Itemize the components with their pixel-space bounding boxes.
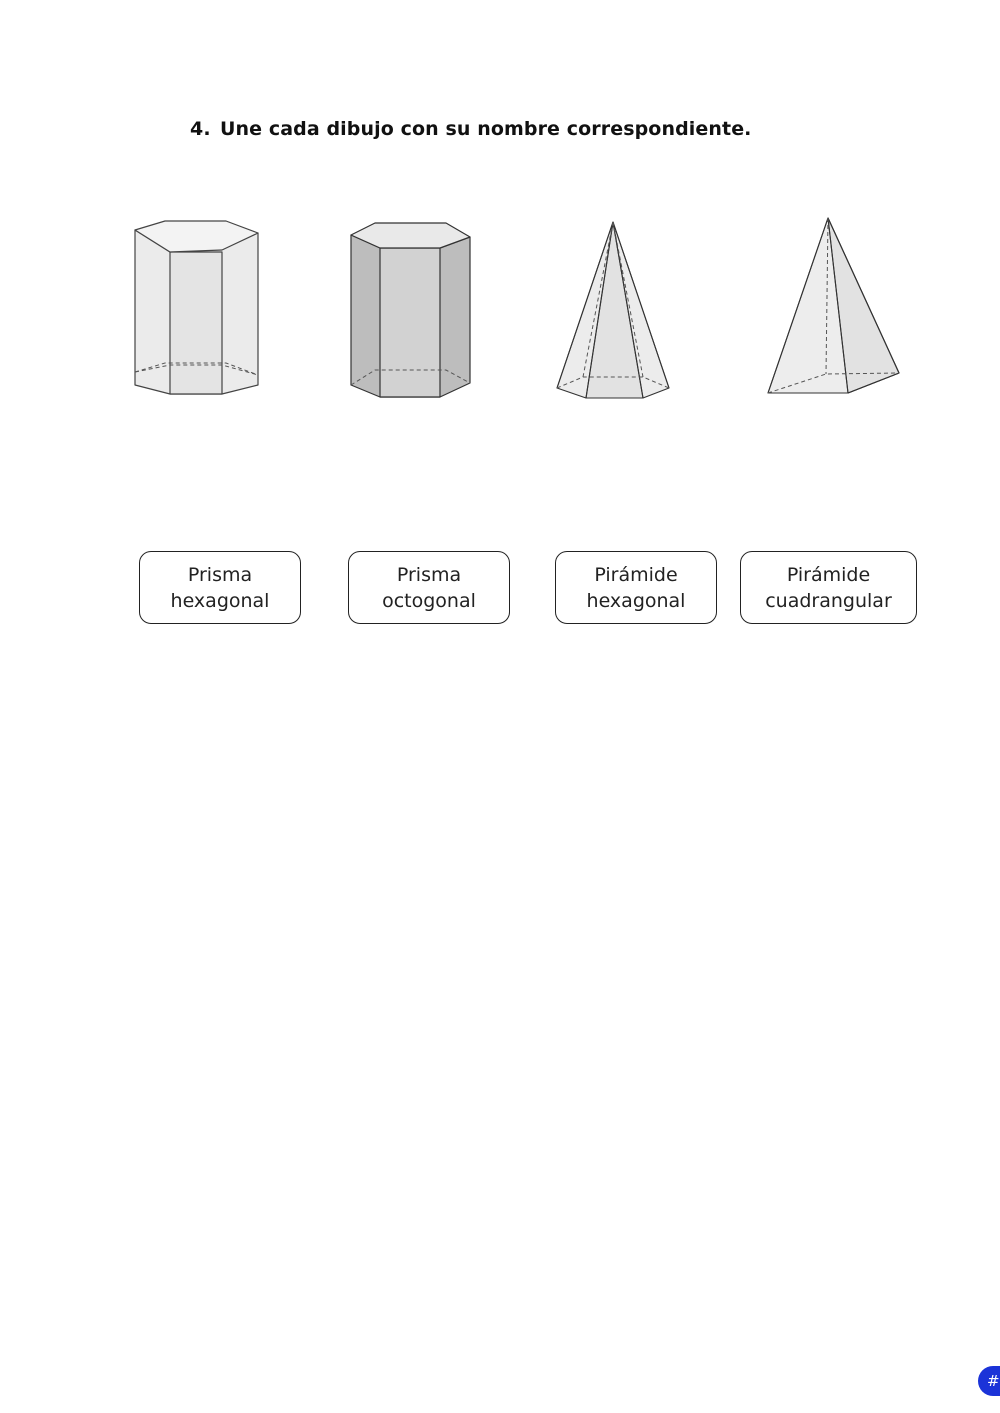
label-prisma-hexagonal[interactable] <box>139 551 301 624</box>
label-line-2: hexagonal <box>586 589 686 612</box>
label-line-2: octogonal <box>382 589 476 612</box>
label-piramide-cuadrangular[interactable] <box>740 551 917 624</box>
label-line-2: hexagonal <box>170 589 270 612</box>
hexagonal-pyramid-drawing <box>553 218 673 402</box>
square-pyramid-drawing <box>764 214 904 400</box>
label-line-1: Pirámide <box>594 563 678 586</box>
label-piramide-hexagonal[interactable] <box>555 551 717 624</box>
hexagonal-prism-shaded-drawing <box>346 218 474 402</box>
instruction-text: Une cada dibujo con su nombre correspondiente. <box>220 118 752 140</box>
hexagonal-prism-light-drawing <box>130 216 262 400</box>
figure-hexagonal-prism-shaded <box>346 218 474 402</box>
instruction-heading <box>190 118 752 140</box>
label-line-2: cuadrangular <box>765 589 892 612</box>
instruction-number: 4. <box>190 118 211 140</box>
label-line-1: Prisma <box>187 563 253 586</box>
figure-hexagonal-pyramid <box>553 218 673 402</box>
label-line-1: Prisma <box>396 563 462 586</box>
label-line-1: Pirámide <box>786 563 871 586</box>
label-prisma-octogonal[interactable] <box>348 551 510 624</box>
figure-hexagonal-prism-light <box>130 216 262 400</box>
figure-square-pyramid <box>764 214 904 400</box>
corner-badge-button[interactable]: # <box>978 1366 1000 1396</box>
